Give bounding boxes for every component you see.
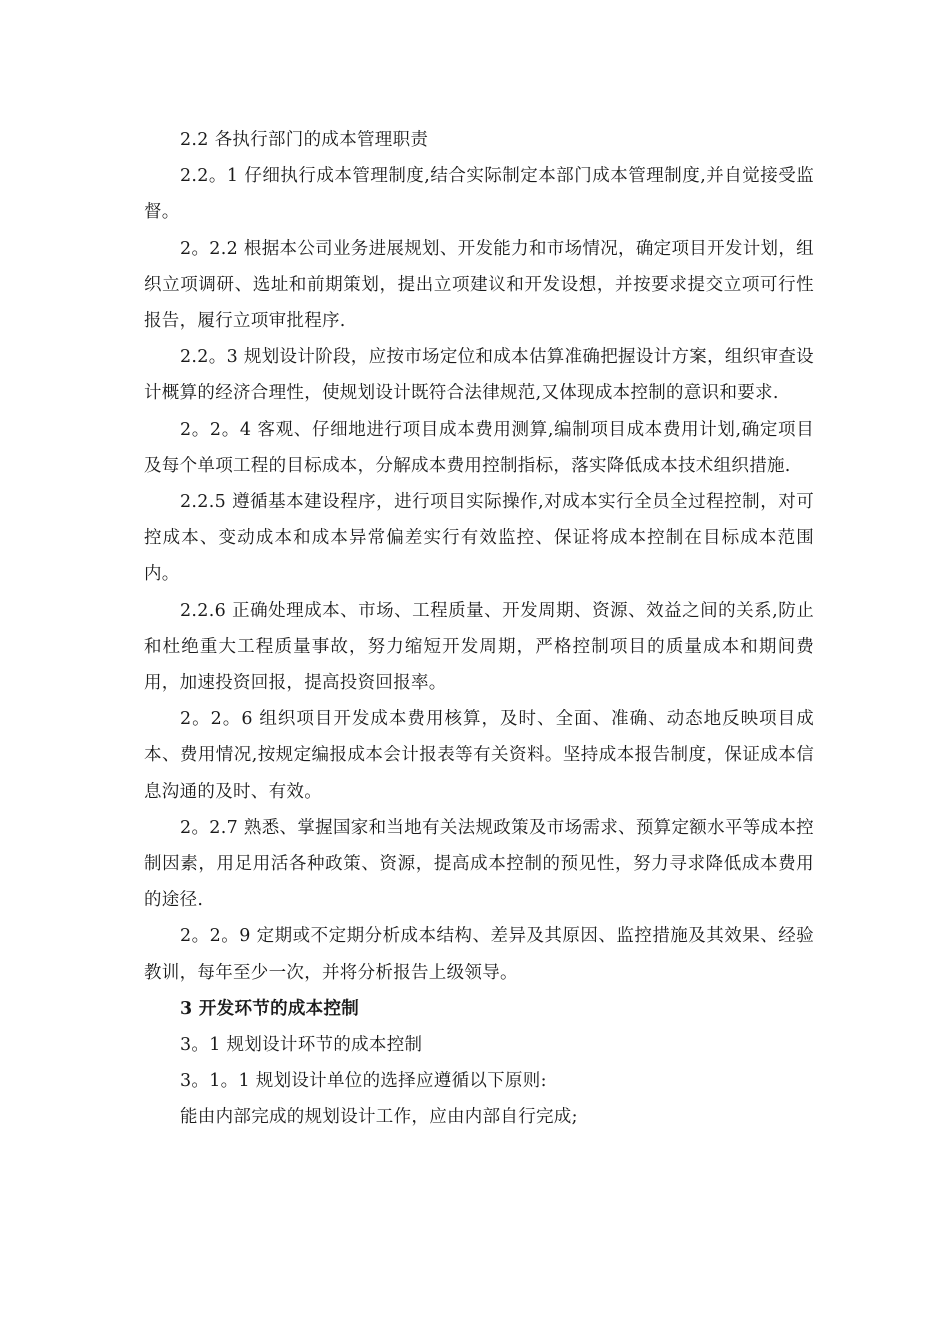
paragraph-2-2-2: 2。2.2 根据本公司业务进展规划、开发能力和市场情况，确定项目开发计划，组织立项调研、选址和前期策划，提出立项建议和开发设想，并按要求提交立项可行性报告，履行立项审批程序. [144,238,814,332]
subsection-3-1-1: 3。1。1 规划设计单位的选择应遵循以下原则: [180,1071,547,1092]
subsection-title-2-2: 2.2 各执行部门的成本管理职责 [180,130,429,150]
section-heading-3: 3 开发环节的成本控制 [180,998,360,1019]
paragraph-2-2-6b: 2。2。6 组织项目开发成本费用核算，及时、全面、准确、动态地反映项目成本、费用情况,按规定编报成本会计报表等有关资料。坚持成本报告制度，保证成本信息沟通的及时、有效。 [144,709,814,802]
paragraph-2-2-6a: 2.2.6 正确处理成本、市场、工程质量、开发周期、资源、效益之间的关系,防止和杜绝重大工程质量事故，努力缩短开发周期，严格控制项目的质量成本和期间费用，加速投资回报，提高投资回报率。 [144,600,814,694]
paragraph-2-2-1: 2.2。1 仔细执行成本管理制度,结合实际制定本部门成本管理制度,并自觉接受监督。 [144,166,814,223]
paragraph-2-2-5: 2.2.5 遵循基本建设程序，进行项目实际操作,对成本实行全员全过程控制，对可控成本、变动成本和成本异常偏差实行有效监控、保证将成本控制在目标成本范围内。 [144,492,814,585]
subsection-3-1: 3。1 规划设计环节的成本控制 [180,1035,423,1056]
paragraph-2-2-7: 2。2.7 熟悉、掌握国家和当地有关法规政策及市场需求、预算定额水平等成本控制因素，用足用活各种政策、资源，提高成本控制的预见性，努力寻求降低成本费用的途径. [144,817,814,911]
paragraph-2-2-4: 2。2。4 客观、仔细地进行项目成本费用测算,编制项目成本费用计划,确定项目及每个单项工程的目标成本，分解成本费用控制指标，落实降低成本技术组织措施. [144,419,814,476]
document-page [144,122,814,1136]
principle-line: 能由内部完成的规划设计工作，应由内部自行完成; [180,1107,578,1128]
paragraph-2-2-9: 2。2。9 定期或不定期分析成本结构、差异及其原因、监控措施及其效果、经验教训，每年至少一次，并将分析报告上级领导。 [144,926,814,983]
paragraph-2-2-3: 2.2。3 规划设计阶段，应按市场定位和成本估算准确把握设计方案，组织审查设计概算的经济合理性，使规划设计既符合法律规范,又体现成本控制的意识和要求. [144,347,814,404]
